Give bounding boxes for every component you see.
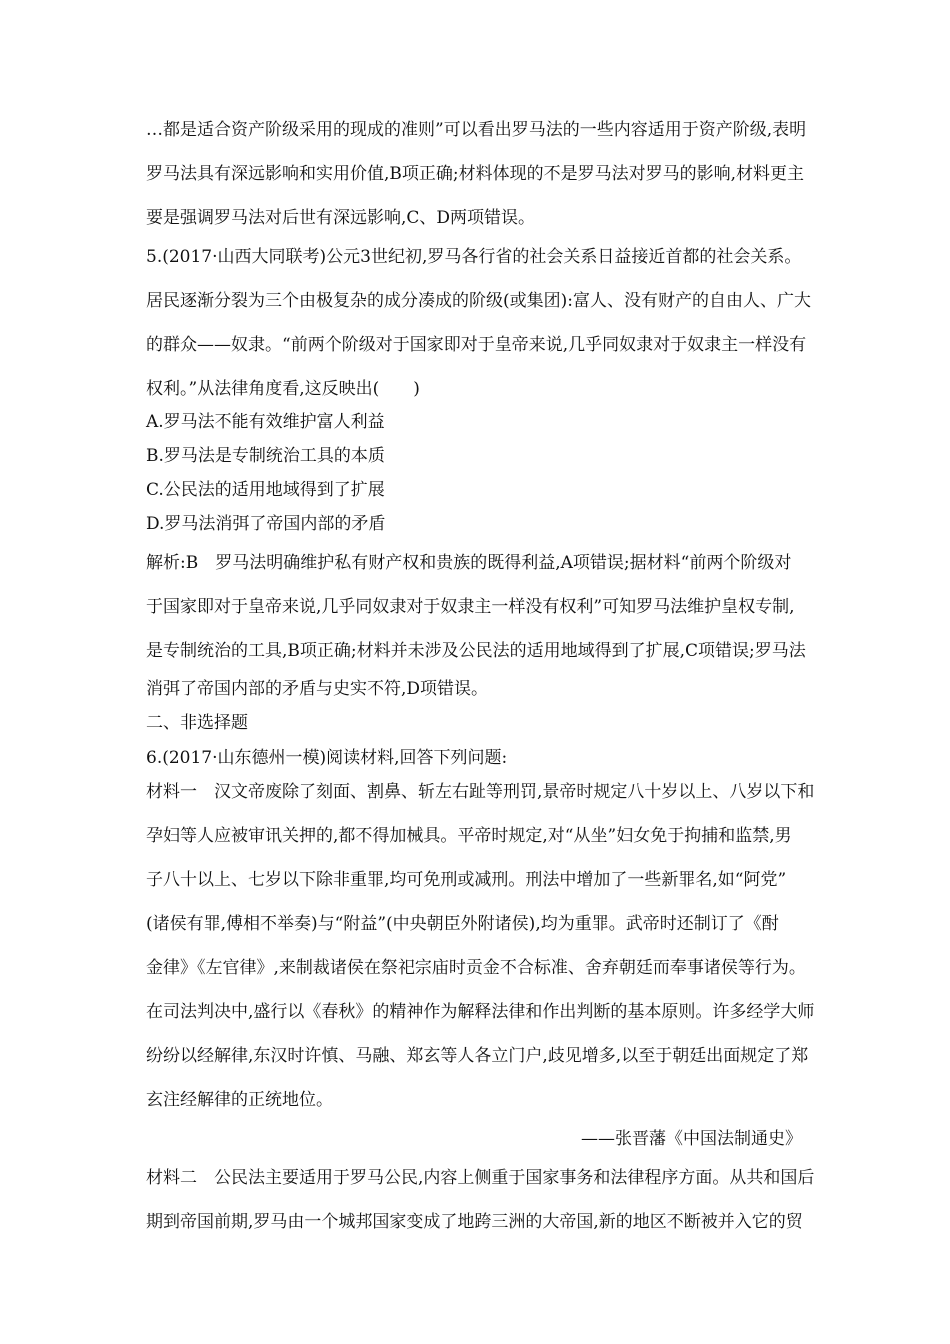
text-line: 子八十以上、七岁以下除非重罪,均可免刑或减刑。刑法中增加了一些新罪名,如“阿党” (146, 870, 787, 890)
text-line: 在司法判决中,盛行以《春秋》的精神作为解释法律和作出判断的基本原则。许多经学大师 (146, 1002, 815, 1022)
citation: ——张晋藩《中国法制通史》 (581, 1129, 802, 1149)
material-2: 材料二 公民法主要适用于罗马公民,内容上侧重于国家事务和法律程序方面。从共和国后 (146, 1168, 815, 1188)
option-b: B.罗马法是专制统治工具的本质 (146, 446, 385, 466)
material-1: 材料一 汉文帝废除了刻面、割鼻、斩左右趾等刑罚,景帝时规定八十岁以上、八岁以下和 (146, 782, 815, 802)
text-line: 居民逐渐分裂为三个由极复杂的成分凑成的阶级(或集团):富人、没有财产的自由人、广大 (146, 291, 811, 311)
text-line: 于国家即对于皇帝来说,几乎同奴隶对于奴隶主一样没有权利”可知罗马法维护皇权专制, (146, 597, 795, 617)
text-line: 权利。”从法律角度看,这反映出( ) (146, 379, 420, 399)
section-heading: 二、非选择题 (146, 713, 248, 733)
answer-analysis: 解析:B 罗马法明确维护私有财产权和贵族的既得利益,A项错误;据材料“前两个阶级对 (146, 553, 792, 573)
text-line: (诸侯有罪,傅相不举奏)与“附益”(中央朝臣外附诸侯),均为重罪。武帝时还制订了《酎 (146, 914, 779, 934)
text-line: 是专制统治的工具,B项正确;材料并未涉及公民法的适用地域得到了扩展,C项错误;罗马法 (146, 641, 806, 661)
text-line: 消弭了帝国内部的矛盾与史实不符,D项错误。 (146, 679, 489, 699)
text-line: 要是强调罗马法对后世有深远影响,C、D两项错误。 (146, 208, 536, 228)
text-line: 玄注经解律的正统地位。 (146, 1090, 333, 1110)
text-line: 期到帝国前期,罗马由一个城邦国家变成了地跨三洲的大帝国,新的地区不断被并入它的贸 (146, 1212, 803, 1232)
option-c: C.公民法的适用地域得到了扩展 (146, 480, 385, 500)
question-6-stem: 6.(2017·山东德州一模)阅读材料,回答下列问题: (146, 748, 508, 768)
text-line: 纷纷以经解律,东汉时许慎、马融、郑玄等人各立门户,歧见增多,以至于朝廷出面规定了郑 (146, 1046, 809, 1066)
option-d: D.罗马法消弭了帝国内部的矛盾 (146, 514, 386, 534)
text-line: 金律》《左官律》,来制裁诸侯在祭祀宗庙时贡金不合标准、舍弃朝廷而奉事诸侯等行为。 (146, 958, 806, 978)
text-line: 的群众——奴隶。“前两个阶级对于国家即对于皇帝来说,几乎同奴隶对于奴隶主一样没有 (146, 335, 807, 355)
option-a: A.罗马法不能有效维护富人利益 (146, 412, 385, 432)
question-5-stem: 5.(2017·山西大同联考)公元3世纪初,罗马各行省的社会关系日益接近首都的社会关系。 (146, 247, 802, 267)
text-line: 罗马法具有深远影响和实用价值,B项正确;材料体现的不是罗马法对罗马的影响,材料更主 (146, 164, 805, 184)
text-line: 孕妇等人应被审讯关押的,都不得加械具。平帝时规定,对“从坐”妇女免于拘捕和监禁,男 (146, 826, 792, 846)
text-line: …都是适合资产阶级采用的现成的准则”可以看出罗马法的一些内容适用于资产阶级,表明 (146, 120, 807, 140)
